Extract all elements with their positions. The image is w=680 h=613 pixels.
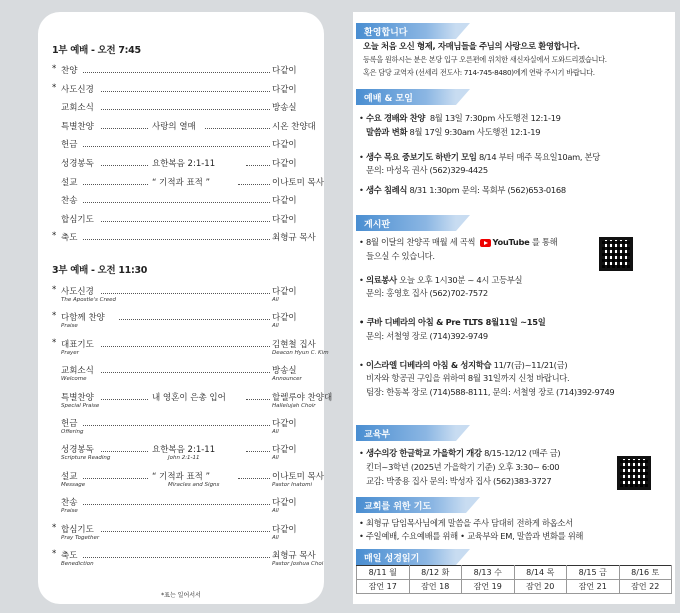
board-header: 게시판 — [356, 215, 456, 231]
leader-dots — [246, 443, 270, 452]
leader-dots — [83, 176, 148, 185]
program-item-name: 합심기도 — [61, 524, 94, 535]
leader-dots — [119, 311, 270, 320]
leader-dots — [83, 549, 270, 558]
stand-marker: * — [52, 82, 57, 93]
program-row — [52, 549, 316, 561]
program-detail: “ 기적과 표적 ” — [152, 177, 210, 188]
leader-dots — [83, 470, 148, 479]
reading-table — [356, 565, 672, 594]
stand-marker: * — [52, 285, 57, 295]
program-leader: 할렐루야 찬양대 — [272, 392, 333, 403]
welcome-header: 환영합니다 — [356, 23, 456, 39]
program-item-name: 찬송 — [61, 196, 78, 207]
english-subtitle: Benediction — [61, 561, 94, 567]
service1-title: 1부 예배 - 오전 7:45 — [52, 45, 141, 56]
program-leader: 다같이 — [272, 287, 297, 297]
welcome-line: 오늘 처음 오신 형제, 자매님들을 주님의 사랑으로 환영합니다. — [363, 41, 580, 51]
program-item-name: 특별찬양 — [61, 121, 94, 132]
program-leader: 다같이 — [272, 445, 297, 456]
program-leader: 다같이 — [272, 140, 297, 151]
leader-dots — [83, 231, 270, 240]
leader-dots — [101, 120, 148, 129]
board-item: • 쿠바 디베라의 아침 & Pre TLTS 8월11일 ~15일 — [359, 317, 546, 327]
program-detail: 사랑의 열매 — [152, 121, 196, 132]
program-row — [52, 101, 312, 113]
reading-date: 8/12 화 — [409, 566, 462, 580]
program-leader: 다같이 — [272, 196, 297, 207]
program-row — [52, 417, 312, 429]
program-item-name: 설교 — [61, 177, 78, 188]
program-item-name: 다함께 찬양 — [61, 313, 105, 324]
stand-marker: * — [52, 64, 57, 74]
program-item-name: 축도 — [61, 233, 78, 244]
program-leader: 다같이 — [272, 214, 297, 225]
stand-marker: * — [52, 337, 57, 348]
leader-dots — [83, 417, 270, 426]
program-leader: 최형규 목사 — [272, 233, 316, 244]
program-item-name: 사도신경 — [61, 287, 94, 297]
leader-dots — [101, 83, 270, 92]
program-row — [52, 523, 312, 535]
program-leader: 다같이 — [272, 498, 297, 509]
board-line: 팀장: 한동복 장로 (714)588-8111, 문의: 서철영 장로 (714)392-9749 — [366, 387, 615, 397]
program-item-name: 찬양 — [61, 66, 78, 76]
program-detail: 내 영혼이 은총 입어 — [152, 392, 226, 403]
program-row — [52, 231, 316, 244]
standing-footnote: *표는 일어서서 — [161, 592, 201, 599]
english-subtitle: Hallelujah Choir — [272, 402, 316, 409]
prayer-line: • 주일예배, 수요예배를 위해 • 교육부와 EM, 말씀과 변화를 위해 — [359, 531, 584, 541]
program-leader: 이나토미 목사 — [272, 177, 324, 188]
worship-item: • 생수 목요 중보기도 하반기 모임 8/14 부터 매주 목요일10am, 본당 — [359, 152, 601, 162]
program-item-name: 찬송 — [61, 498, 78, 509]
board-item: • 이스라엘 디베라의 아침 & 성지학습 11/7(금)~11/21(금) — [359, 360, 568, 370]
program-leader: 다같이 — [272, 66, 297, 76]
program-leader: 다같이 — [272, 313, 297, 324]
english-subtitle: All — [272, 323, 279, 330]
edu-line: 킨더~3학년 (2025년 가을학기 기준) 오후 3:30~ 6:00 — [366, 462, 560, 472]
program-item-name: 설교 — [61, 471, 78, 482]
english-subtitle: Scripture Reading — [61, 455, 111, 462]
program-leader: 방송실 — [272, 366, 297, 377]
program-row — [52, 120, 316, 132]
program-leader: 다같이 — [272, 84, 297, 95]
english-subtitle: Welcome — [61, 376, 87, 383]
worship-item: • 수요 경배와 찬양 8월 13일 7:30pm 사도행전 12:1-19 — [359, 113, 561, 123]
board-line: 문의: 서철영 장로 (714)392-9749 — [366, 331, 488, 341]
program-leader: 시온 찬양대 — [272, 121, 316, 132]
leader-dots — [246, 391, 270, 400]
program-item-name: 헌금 — [61, 419, 78, 429]
order-of-service-panel — [38, 12, 333, 604]
board-line: 비자와 항공권 구입을 위하여 8월 31일까지 신청 바랍니다. — [366, 373, 570, 383]
english-subtitle: Announcer — [272, 376, 302, 383]
program-leader: 다같이 — [272, 524, 297, 535]
program-leader: 최형규 목사 — [272, 551, 316, 561]
program-item-name: 교회소식 — [61, 366, 94, 377]
program-item-name: 헌금 — [61, 140, 78, 151]
english-subtitle: Pray Together — [61, 534, 100, 541]
program-row — [52, 364, 312, 376]
leader-dots — [238, 176, 270, 185]
board-line: 들으실 수 있습니다. — [366, 251, 435, 261]
worship-header: 예배 & 모임 — [356, 89, 456, 105]
english-subtitle: All — [272, 508, 279, 515]
leader-dots — [101, 213, 270, 222]
program-row — [52, 311, 312, 323]
reading-date: 8/16 토 — [619, 566, 672, 580]
leader-dots — [101, 443, 148, 452]
leader-dots — [205, 120, 270, 129]
english-subtitle: John 2:1-11 — [168, 455, 200, 462]
reading-date: 8/14 목 — [514, 566, 567, 580]
program-leader: 방송실 — [272, 103, 297, 114]
program-item-name: 대표기도 — [61, 339, 94, 350]
leader-dots — [101, 391, 148, 400]
program-row — [52, 194, 312, 206]
english-subtitle: Pastor Inatomi — [272, 481, 312, 488]
reading-chapter: 잠언 17 — [357, 580, 410, 594]
leader-dots — [238, 470, 270, 479]
leader-dots — [101, 364, 270, 373]
reading-date: 8/11 월 — [357, 566, 410, 580]
english-subtitle: All — [272, 455, 279, 462]
announcements-panel — [353, 12, 675, 604]
worship-item: 말씀과 변화 8월 17일 9:30am 사도행전 12:1-19 — [366, 127, 541, 137]
english-subtitle: Special Praise — [61, 402, 100, 409]
leader-dots — [83, 64, 270, 73]
program-row — [52, 496, 312, 508]
program-leader: 김현철 집사 — [272, 339, 316, 350]
reading-chapter: 잠언 19 — [462, 580, 515, 594]
english-subtitle: Miracles and Signs — [168, 481, 220, 488]
english-subtitle: Message — [61, 481, 86, 488]
program-leader: 다같이 — [272, 419, 297, 429]
edu-item: • 생수의강 한글학교 가을학기 개강 8/15-12/12 (매주 금) — [359, 448, 561, 458]
prayer-line: • 최형규 담임목사님에게 말씀을 주사 담대히 전하게 하옵소서 — [359, 518, 573, 528]
leader-dots — [101, 523, 270, 532]
program-detail: “ 기적과 표적 ” — [152, 471, 210, 482]
leader-dots — [101, 338, 270, 347]
reading-chapter: 잠언 20 — [514, 580, 567, 594]
qr-code-icon[interactable] — [599, 237, 633, 271]
reading-date: 8/15 금 — [567, 566, 620, 580]
reading-chapter: 잠언 21 — [567, 580, 620, 594]
program-row — [52, 176, 324, 188]
stand-marker: * — [52, 311, 57, 322]
program-row — [52, 138, 312, 150]
reading-header: 매일 성경읽기 — [356, 549, 456, 565]
welcome-line: 등록을 원하시는 분은 본당 입구 오른편에 위치한 새신자실에서 도와드리겠습니다. — [363, 55, 607, 64]
program-item-name: 축도 — [61, 551, 78, 561]
english-subtitle: Praise — [61, 508, 78, 515]
program-leader: 이나토미 목사 — [272, 471, 324, 482]
leader-dots — [101, 157, 148, 166]
youtube-icon — [480, 239, 491, 247]
reading-chapter: 잠언 22 — [619, 580, 672, 594]
english-subtitle: The Apostle's Creed — [61, 297, 117, 303]
program-item-name: 교회소식 — [61, 103, 94, 114]
stand-marker: * — [52, 549, 57, 559]
program-item-name: 성경봉독 — [61, 159, 94, 169]
service3-title: 3부 예배 - 오전 11:30 — [52, 265, 148, 276]
leader-dots — [246, 157, 270, 166]
english-subtitle: All — [272, 534, 279, 541]
program-row — [52, 470, 324, 482]
program-item-name: 특별찬양 — [61, 392, 94, 403]
english-subtitle: Deacon Hyun C. Kim — [272, 349, 329, 356]
worship-item: • 생수 침례식 8/31 1:30pm 문의: 목회부 (562)653-0168 — [359, 185, 566, 195]
leader-dots — [83, 138, 270, 147]
english-subtitle: Praise — [61, 323, 78, 330]
program-item-name: 성경봉독 — [61, 445, 94, 456]
program-row — [52, 391, 333, 403]
program-row — [52, 157, 312, 169]
stand-marker: * — [52, 231, 57, 242]
program-row — [52, 337, 316, 350]
english-subtitle: All — [272, 297, 279, 303]
leader-dots — [83, 194, 270, 203]
program-item-name: 사도신경 — [61, 84, 94, 95]
welcome-line: 혹은 담당 교역자 (선세리 전도사: 714-745-8480)에게 연락 주시기 바랍니다. — [363, 68, 595, 77]
education-header: 교육부 — [356, 425, 456, 441]
program-row — [52, 285, 312, 297]
program-row — [52, 443, 312, 455]
stand-marker: * — [52, 522, 57, 533]
program-row — [52, 64, 312, 76]
program-detail: 요한복음 2:1-11 — [152, 445, 216, 456]
english-subtitle: Prayer — [61, 349, 79, 356]
leader-dots — [101, 101, 270, 110]
leader-dots — [101, 285, 270, 294]
program-row — [52, 213, 312, 225]
program-item-name: 합심기도 — [61, 214, 94, 225]
leader-dots — [83, 496, 270, 505]
board-item: • 의료봉사 오늘 오후 1시30분 ~ 4시 고등부실 — [359, 275, 523, 285]
board-line: 문의: 홍영호 집사 (562)702-7572 — [366, 288, 488, 298]
board-item: • 8월 이달의 찬양곡 매월 세 곡씩 YouTube 를 통해 — [359, 237, 558, 247]
worship-contact: 문의: 마성옥 권사 (562)329-4425 — [366, 165, 488, 175]
english-subtitle: Offering — [61, 429, 84, 435]
qr-code-icon[interactable] — [617, 456, 651, 490]
reading-chapter: 잠언 18 — [409, 580, 462, 594]
prayer-header: 교회를 위한 기도 — [356, 497, 466, 513]
program-row — [52, 83, 312, 95]
program-leader: 다같이 — [272, 159, 297, 169]
edu-line: 교감: 박중용 집사 문의: 박성자 집사 (562)383-3727 — [366, 476, 552, 486]
program-detail: 요한복음 2:1-11 — [152, 159, 216, 169]
english-subtitle: Pastor Joshua Choi — [272, 561, 324, 567]
english-subtitle: All — [272, 429, 279, 435]
reading-date: 8/13 수 — [462, 566, 515, 580]
